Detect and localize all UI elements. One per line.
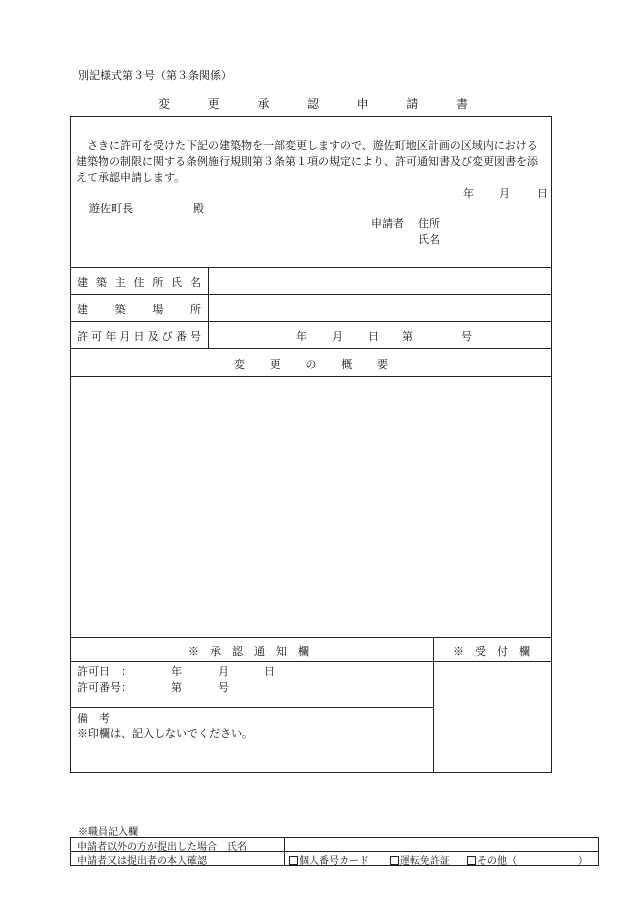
approval-number-suffix: 号 bbox=[218, 681, 229, 694]
permit-day: 日 bbox=[368, 330, 379, 343]
permit-date-number-label bbox=[77, 328, 201, 344]
label-char: 名 bbox=[189, 276, 201, 289]
label-char: 請 bbox=[406, 97, 419, 111]
id-option-mynumber[interactable] bbox=[289, 852, 369, 867]
checkbox-icon[interactable] bbox=[289, 856, 298, 865]
label-char: 号 bbox=[190, 330, 201, 343]
label-char: 番 bbox=[175, 330, 187, 343]
addressee-honorific: 殿 bbox=[193, 202, 204, 215]
approval-number-prefix: 第 bbox=[171, 681, 182, 694]
permit-month: 月 bbox=[332, 330, 343, 343]
label-char: 所 bbox=[189, 303, 201, 316]
applicant-name-label: 氏名 bbox=[418, 233, 440, 246]
option-label: 運転免許証 bbox=[400, 856, 450, 867]
label-char: 所 bbox=[152, 276, 164, 289]
date-day: 日 bbox=[537, 187, 548, 200]
label-char: 日 bbox=[133, 330, 145, 343]
label-char: 及 bbox=[147, 330, 159, 343]
permit-no-suffix: 号 bbox=[461, 330, 472, 343]
divider bbox=[433, 637, 434, 773]
owner-address-name-field[interactable] bbox=[209, 268, 551, 294]
label-char: 認 bbox=[306, 97, 319, 111]
staff-row2-label: 申請者又は提出者の本人確認 bbox=[77, 856, 207, 867]
option-label: その他（ bbox=[477, 856, 517, 867]
form-reference: 別記様式第３号（第３条関係） bbox=[78, 69, 232, 82]
divider bbox=[70, 661, 552, 662]
building-site-field[interactable] bbox=[209, 295, 551, 321]
date-year: 年 bbox=[463, 187, 474, 200]
label-char: 築 bbox=[114, 303, 126, 316]
label-char: 更 bbox=[269, 358, 281, 371]
label-char: 変 bbox=[158, 97, 171, 111]
label-char: 申 bbox=[356, 97, 369, 111]
label-char: 月 bbox=[119, 330, 131, 343]
label-char: 氏 bbox=[171, 276, 183, 289]
approval-notice-header: ※ 承 認 通 知 欄 bbox=[188, 645, 309, 658]
owner-address-name-label bbox=[77, 274, 201, 290]
approval-month: 月 bbox=[218, 665, 229, 678]
approval-day: 日 bbox=[264, 665, 275, 678]
label-char: の bbox=[305, 358, 317, 371]
label-char: 築 bbox=[95, 276, 107, 289]
label-char: 変 bbox=[234, 358, 245, 371]
change-summary-header bbox=[234, 356, 388, 372]
label-char: 概 bbox=[341, 358, 353, 371]
id-option-other[interactable] bbox=[467, 852, 517, 867]
option-label: 個人番号カード bbox=[299, 856, 369, 867]
divider bbox=[70, 707, 434, 708]
permit-year: 年 bbox=[296, 330, 307, 343]
label-char: 書 bbox=[455, 97, 468, 111]
divider bbox=[70, 321, 552, 322]
approval-year: 年 bbox=[171, 665, 182, 678]
other-closing-paren: ） bbox=[578, 856, 588, 867]
addressee-name: 遊佐町長 bbox=[89, 202, 133, 215]
permit-no-prefix: 第 bbox=[402, 330, 413, 343]
divider bbox=[70, 637, 552, 638]
intro-paragraph: さきに許可を受けた下記の建築物を一部変更しますので、遊佐町地区計画の区域内における建築物の制限に関する条例施行規則第３条第１項の規定により、許可通知書及び変更図書を添えて承認申請します。 bbox=[76, 139, 538, 184]
label-char: 主 bbox=[114, 276, 126, 289]
date-month: 月 bbox=[499, 187, 510, 200]
label-char: 建 bbox=[77, 276, 88, 289]
divider bbox=[70, 348, 552, 349]
staff-section-title: ※職員記入欄 bbox=[78, 827, 138, 838]
approval-date-label: 許可日 ： bbox=[77, 665, 132, 678]
change-summary-field[interactable] bbox=[71, 377, 551, 636]
form-title bbox=[158, 95, 468, 112]
label-char: 更 bbox=[207, 97, 220, 111]
approval-number-label: 許可番号： bbox=[77, 681, 132, 694]
label-char: び bbox=[161, 330, 173, 343]
building-site-label bbox=[77, 301, 201, 317]
label-char: 許 bbox=[77, 330, 88, 343]
checkbox-icon[interactable] bbox=[467, 856, 476, 865]
submitter-name-field[interactable] bbox=[285, 838, 598, 851]
checkbox-icon[interactable] bbox=[390, 856, 399, 865]
staff-row1-label: 申請者以外の方が提出した場合 氏名 bbox=[77, 842, 247, 853]
label-char: 要 bbox=[377, 358, 388, 371]
reception-header: ※ 受 付 欄 bbox=[453, 645, 530, 658]
label-char: 場 bbox=[152, 303, 164, 316]
applicant-label: 申請者 bbox=[371, 217, 404, 230]
label-char: 年 bbox=[105, 330, 117, 343]
label-char: 可 bbox=[91, 330, 103, 343]
remarks-label: 備 考 bbox=[77, 712, 110, 725]
applicant-address-label: 住所 bbox=[418, 217, 440, 230]
id-option-license[interactable] bbox=[390, 852, 450, 867]
label-char: 建 bbox=[77, 303, 88, 316]
label-char: 承 bbox=[257, 97, 270, 111]
label-char: 住 bbox=[133, 276, 145, 289]
remarks-note: ※印欄は、記入しないでください。 bbox=[77, 727, 253, 740]
